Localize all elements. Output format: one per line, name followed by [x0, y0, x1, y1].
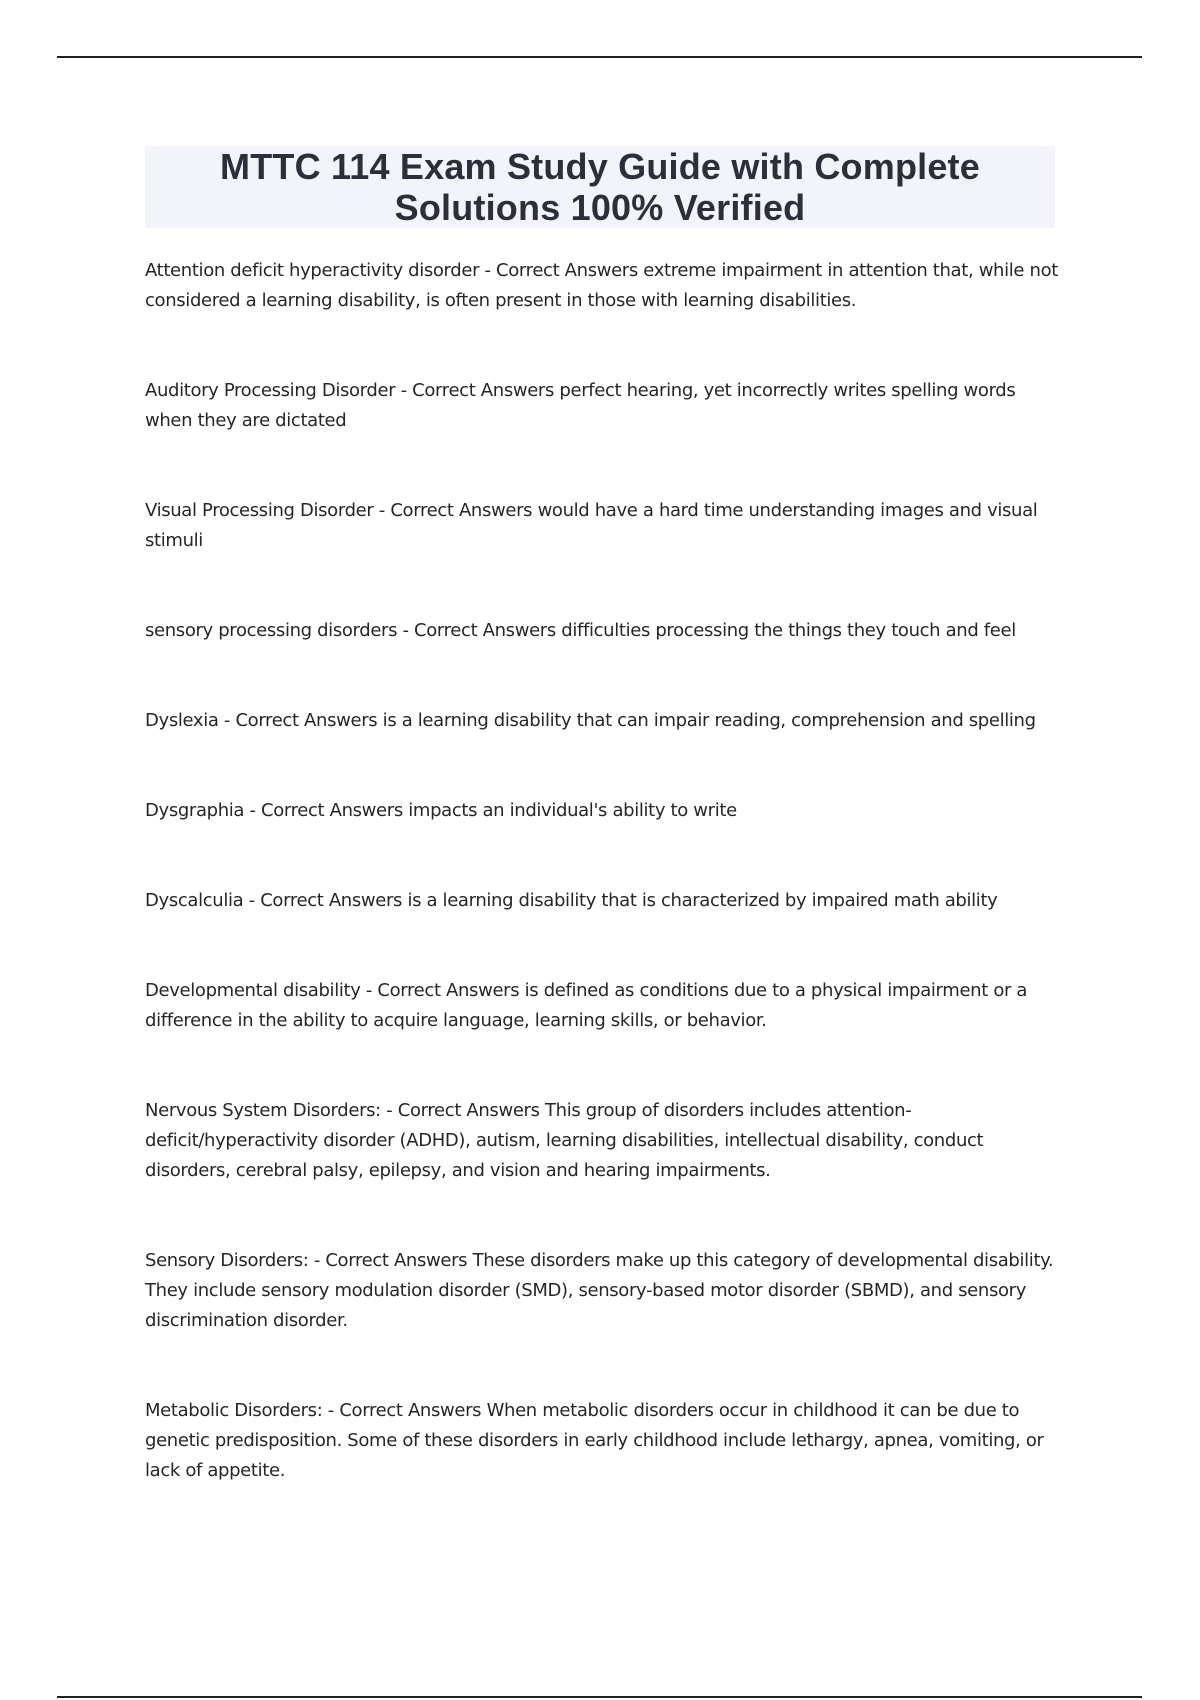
- qa-entry-7: [145, 886, 1060, 916]
- answer-label: Correct Answers: [414, 620, 556, 641]
- entry-term: Dysgraphia: [145, 800, 245, 821]
- entry-term: Dyslexia: [145, 710, 219, 731]
- answer-label: Correct Answers: [397, 1100, 540, 1121]
- qa-entry-5: [145, 706, 1060, 736]
- entry-term: Dyscalculia: [145, 890, 244, 911]
- entry-term: Auditory Processing Disorder: [145, 380, 396, 401]
- entry-term: Attention deficit hyperactivity disorder: [145, 260, 480, 281]
- title-banner: [145, 146, 1055, 228]
- entry-separator: -: [397, 620, 415, 641]
- title-line-1: MTTC 114 Exam Study Guide with Complete: [220, 146, 980, 187]
- entry-answer: When metabolic disorders occur in childhood it can be due to genetic predisposition. Some of these disorders in early childhood include lethargy, apnea, vomiting, or lack of appetite.: [145, 1400, 1044, 1481]
- qa-entry-9: [145, 1096, 1060, 1186]
- qa-entry-11: [145, 1396, 1060, 1486]
- entry-separator: -: [380, 1100, 398, 1121]
- qa-entry-2: [145, 376, 1060, 436]
- entry-answer: is a learning disability that can impair reading, comprehension and spelling: [382, 710, 1036, 731]
- entry-separator: -: [218, 710, 236, 731]
- qa-entry-8: [145, 976, 1060, 1036]
- answer-label: Correct Answers: [235, 710, 378, 731]
- bottom-rule: [57, 1696, 1142, 1698]
- entry-term: Visual Processing Disorder: [145, 500, 374, 521]
- entry-term: Nervous System Disorders:: [145, 1100, 381, 1121]
- entry-separator: -: [373, 500, 391, 521]
- qa-entry-4: [145, 616, 1060, 646]
- qa-entry-10: [145, 1246, 1060, 1336]
- entry-answer: impacts an individual's ability to write: [408, 800, 737, 821]
- title-line-2: Solutions 100% Verified: [394, 187, 806, 228]
- answer-label: Correct Answers: [261, 800, 403, 821]
- qa-list: [145, 256, 1060, 1486]
- entry-answer: is a learning disability that is characterized by impaired math ability: [407, 890, 998, 911]
- entry-term: Developmental disability: [145, 980, 361, 1001]
- qa-entry-1: [145, 256, 1060, 316]
- entry-separator: -: [360, 980, 378, 1001]
- qa-entry-6: [145, 796, 1060, 826]
- entry-term: Metabolic Disorders:: [145, 1400, 323, 1421]
- qa-entry-3: [145, 496, 1060, 556]
- entry-answer: is defined as conditions due to a physical impairment or a difference in the ability to acquire language, learning skills, or behavior.: [145, 980, 1028, 1031]
- entry-separator: -: [308, 1250, 326, 1271]
- entry-term: sensory processing disorders: [145, 620, 398, 641]
- entry-answer: These disorders make up this category of developmental disability. They include sensory modulation disorder (SMD), sensory-based motor disorder (SBMD), and sensory discrimination disorder.: [145, 1250, 1054, 1331]
- top-rule: [57, 56, 1142, 58]
- answer-label: Correct Answers: [377, 980, 520, 1001]
- answer-label: Correct Answers: [390, 500, 533, 521]
- entry-separator: -: [395, 380, 413, 401]
- answer-label: Correct Answers: [339, 1400, 482, 1421]
- entry-answer: perfect hearing, yet incorrectly writes spelling words when they are dictated: [145, 380, 1016, 431]
- entry-answer: extreme impairment in attention that, while not considered a learning disability, is often present in those with learning disabilities.: [145, 260, 1058, 311]
- entry-answer: would have a hard time understanding images and visual stimuli: [145, 500, 1038, 551]
- entry-separator: -: [244, 800, 262, 821]
- entry-separator: -: [322, 1400, 340, 1421]
- answer-label: Correct Answers: [325, 1250, 468, 1271]
- answer-label: Correct Answers: [496, 260, 638, 281]
- entry-separator: -: [479, 260, 497, 281]
- entry-separator: -: [243, 890, 261, 911]
- entry-answer: difficulties processing the things they touch and feel: [561, 620, 1016, 641]
- entry-answer: This group of disorders includes attention-deficit/hyperactivity disorder (ADHD), autism, learning disabilities, intellectual disability, conduct disorders, cerebral palsy, epilepsy, and vision and hearing impairments.: [145, 1100, 984, 1181]
- document-title: [145, 146, 1055, 228]
- entry-term: Sensory Disorders:: [145, 1250, 309, 1271]
- answer-label: Correct Answers: [260, 890, 403, 911]
- answer-label: Correct Answers: [412, 380, 555, 401]
